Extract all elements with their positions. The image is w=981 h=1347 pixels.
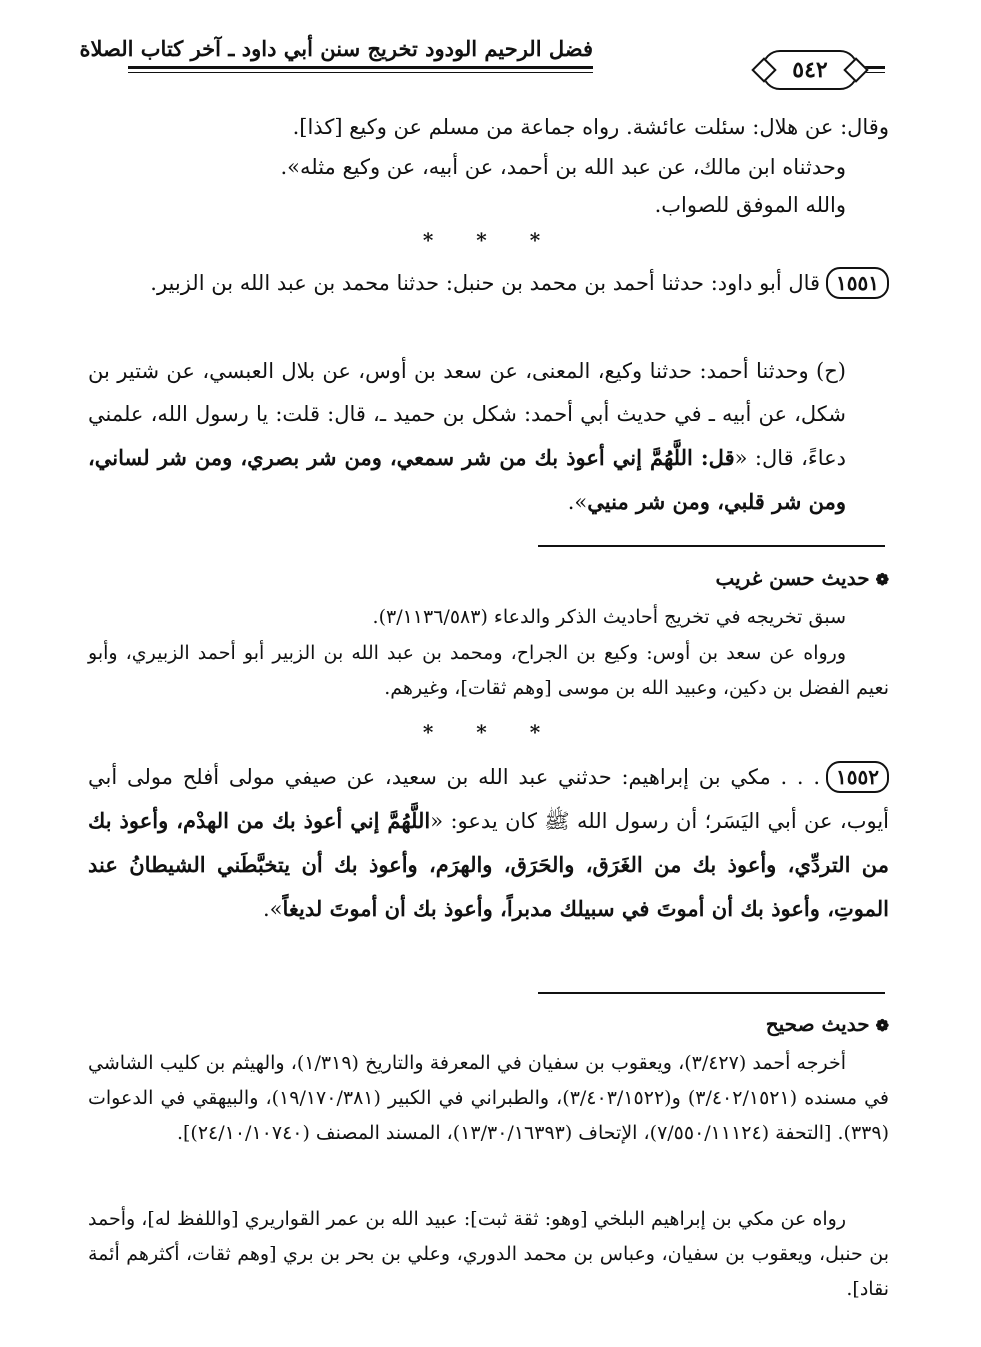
grade-1552 — [766, 1012, 889, 1036]
running-header-title: فضل الرحيم الودود تخريج سنن أبي داود ـ آخر كتاب الصلاة — [79, 36, 593, 61]
hadith-1552-isnad: . . . مكي بن إبراهيم: حدثني عبد الله بن سعيد، عن صيفي مولى أفلح مولى أبي أيوب، عن أبي اليَسَر؛ أن رسول الله ﷺ كان يدعو: « — [88, 765, 889, 833]
footnote-rule-2 — [538, 992, 885, 994]
hadith-1551-matn: قل: اللَّهُمَّ إني أعوذ بك من شر سمعي، ومن شر بصري، ومن شر لساني، ومن شر قلبي، ومن شر منيي — [88, 445, 846, 514]
ornament-icon: ❁ — [875, 570, 889, 589]
footnote-rule-1 — [538, 545, 885, 547]
ornament-icon: ❁ — [875, 1016, 889, 1035]
hadith-1551-end: ». — [567, 490, 588, 514]
hadith-1551-body — [88, 350, 846, 524]
grade-1552-text: حديث صحيح — [765, 1012, 870, 1036]
hadith-1551-isnad2: (ح) وحدثنا أحمد: حدثنا وكيع، المعنى، عن سعد بن أوس، عن بلال العبسي، عن شتير بن شكل، عن أبيه ـ في حديث أبي أحمد: شكل بن حميد ـ، قال: قلت: يا رسول الله، علمني دعاءً، قال: « — [88, 359, 846, 470]
takhrij-1551-line-2: ورواه عن سعد بن أوس: وكيع بن الجراح، ومحمد بن عبد الله بن الزبير أبو أحمد الزبيري، وأبو نعيم الفضل بن دكين، وعبيد الله بن موسى [وهم ثقات]، وغيرهم. — [88, 642, 889, 699]
grade-1551-text: حديث حسن غريب — [715, 566, 870, 590]
intro-line-3: والله الموفق للصواب. — [654, 193, 846, 217]
header-rule-thin — [128, 72, 593, 73]
hadith-1551-isnad1-text: قال أبو داود: حدثنا أحمد بن محمد بن حنبل: حدثنا محمد بن عبد الله بن الزبير. — [150, 271, 821, 295]
intro-line-2: وحدثناه ابن مالك، عن عبد الله بن أحمد، عن أبيه، عن وكيع مثله». — [280, 155, 846, 179]
header-rule — [128, 66, 593, 69]
takhrij-1552-para-1: أخرجه أحمد (٣/٤٢٧)، ويعقوب بن سفيان في المعرفة والتاريخ (١/٣١٩)، والهيثم بن كليب الشاشي في مسنده (٣/٤٠٢/١٥٢١) و(٣/٤٠٣/١٥٢٢)، والطبراني في الكبير (١٩/١٧٠/٣٨١)، والبيهقي في الدعوات (٣٣٩). [التحفة (٧/٥٥٠/١١١٢٤)، الإتحاف (١٣/٣٠/١٦٣٩٣)، المسند المصنف (٢٤/١٠/١٠٧٤٠)]. — [88, 1052, 890, 1144]
hadith-1552-matn: اللَّهُمَّ إني أعوذ بك من الهدْم، وأعوذ بك من التردِّي، وأعوذ بك من الغَرَق، والحَرَق، والهرَم، وأعوذ بك أن يتخبَّطَني الشيطانُ عند الموتِ، وأعوذ بك أن أموتَ في سبيلك مدبراً، وأعوذ بك أن أموتَ لديغاً — [88, 808, 889, 921]
grade-1551 — [715, 566, 889, 590]
hadith-number-1551: ١٥٥١ — [826, 267, 889, 299]
page-number-badge — [762, 50, 858, 90]
section-separator-2: * * * — [422, 720, 559, 744]
hadith-1551-isnad-1 — [88, 262, 889, 305]
takhrij-1551-line-1: سبق تخريجه في تخريج أحاديث الذكر والدعاء (٣/١١٣٦/٥٨٣). — [372, 606, 846, 628]
hadith-1552-end: ». — [262, 897, 283, 921]
section-separator: * * * — [422, 228, 559, 252]
hadith-1552-body — [88, 756, 889, 931]
hadith-number-1552: ١٥٥٢ — [826, 761, 889, 793]
page-number: ٥٤٢ — [792, 57, 828, 83]
intro-line-1: وقال: عن هلال: سئلت عائشة. رواه جماعة من مسلم عن وكيع [كذا]. — [292, 115, 889, 139]
takhrij-1552-para-2: رواه عن مكي بن إبراهيم البلخي [وهو: ثقة ثبت]: عبيد الله بن عمر القواريري [واللفظ له]، وأحمد بن حنبل، ويعقوب بن سفيان، وعباس بن محمد الدوري، وعلي بن بحر بن بري [وهم ثقات، أكثرهم أئمة نقاد]. — [88, 1208, 889, 1300]
